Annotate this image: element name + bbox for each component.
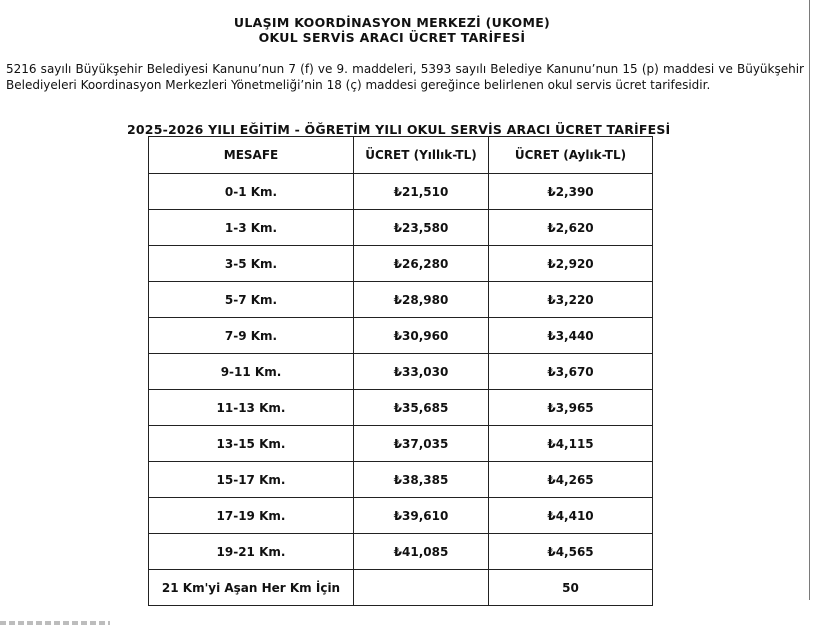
distance-cell: 17-19 Km. <box>149 498 354 534</box>
distance-cell: 21 Km'yi Aşan Her Km İçin <box>149 570 354 606</box>
fee-table <box>148 136 653 606</box>
yearly-fee-cell: ₺38,385 <box>354 462 489 498</box>
table-row <box>149 318 653 354</box>
document-title-line-1: ULAŞIM KOORDİNASYON MERKEZİ (UKOME) <box>233 15 551 30</box>
table-row <box>149 210 653 246</box>
table-header-row <box>149 137 653 174</box>
table-row <box>149 246 653 282</box>
table-row <box>149 534 653 570</box>
monthly-fee-cell: ₺4,115 <box>489 426 653 462</box>
distance-cell: 9-11 Km. <box>149 354 354 390</box>
yearly-fee-cell: ₺30,960 <box>354 318 489 354</box>
cut-off-footer-text <box>0 620 120 628</box>
yearly-fee-cell: ₺39,610 <box>354 498 489 534</box>
yearly-fee-cell: ₺35,685 <box>354 390 489 426</box>
distance-cell: 13-15 Km. <box>149 426 354 462</box>
distance-cell: 11-13 Km. <box>149 390 354 426</box>
monthly-fee-cell: ₺3,965 <box>489 390 653 426</box>
document-title-line-2: OKUL SERVİS ARACI ÜCRET TARİFESİ <box>258 30 526 45</box>
yearly-fee-cell: ₺28,980 <box>354 282 489 318</box>
page-edge-line <box>809 0 810 600</box>
table-row <box>149 174 653 210</box>
distance-cell: 1-3 Km. <box>149 210 354 246</box>
distance-cell: 3-5 Km. <box>149 246 354 282</box>
yearly-fee-cell: ₺23,580 <box>354 210 489 246</box>
table-heading: 2025-2026 YILI EĞİTİM - ÖĞRETİM YILI OKUL SERVİS ARACI ÜCRET TARİFESİ <box>127 122 671 137</box>
yearly-fee-cell: ₺21,510 <box>354 174 489 210</box>
column-header-yearly-fee: ÜCRET (Yıllık-TL) <box>354 137 489 174</box>
monthly-fee-cell: ₺2,620 <box>489 210 653 246</box>
distance-cell: 15-17 Km. <box>149 462 354 498</box>
table-row-extra-km <box>149 570 653 606</box>
distance-cell: 7-9 Km. <box>149 318 354 354</box>
monthly-fee-cell: ₺3,440 <box>489 318 653 354</box>
monthly-fee-cell: ₺4,265 <box>489 462 653 498</box>
intro-paragraph: 5216 sayılı Büyükşehir Belediyesi Kanunu’nun 7 (f) ve 9. maddeleri, 5393 sayılı Belediye Kanunu’nun 15 (p) maddesi ve Büyükşehir Belediyeleri Koordinasyon Merkezleri Yönetmeliği’nin 18 (ç) maddesi gereğince belirlenen okul servis ücret tarifesidir. <box>6 62 804 92</box>
yearly-fee-cell <box>354 570 489 606</box>
monthly-fee-cell: ₺4,565 <box>489 534 653 570</box>
distance-cell: 19-21 Km. <box>149 534 354 570</box>
table-row <box>149 462 653 498</box>
table-row <box>149 390 653 426</box>
table-row <box>149 354 653 390</box>
yearly-fee-cell: ₺37,035 <box>354 426 489 462</box>
monthly-fee-cell: ₺2,390 <box>489 174 653 210</box>
column-header-distance: MESAFE <box>149 137 354 174</box>
column-header-monthly-fee: ÜCRET (Aylık-TL) <box>489 137 653 174</box>
table-row <box>149 282 653 318</box>
table-row <box>149 498 653 534</box>
distance-cell: 5-7 Km. <box>149 282 354 318</box>
yearly-fee-cell: ₺26,280 <box>354 246 489 282</box>
distance-cell: 0-1 Km. <box>149 174 354 210</box>
monthly-fee-cell: ₺3,220 <box>489 282 653 318</box>
monthly-fee-cell: ₺2,920 <box>489 246 653 282</box>
yearly-fee-cell: ₺33,030 <box>354 354 489 390</box>
yearly-fee-cell: ₺41,085 <box>354 534 489 570</box>
monthly-fee-cell: 50 <box>489 570 653 606</box>
monthly-fee-cell: ₺3,670 <box>489 354 653 390</box>
monthly-fee-cell: ₺4,410 <box>489 498 653 534</box>
table-row <box>149 426 653 462</box>
